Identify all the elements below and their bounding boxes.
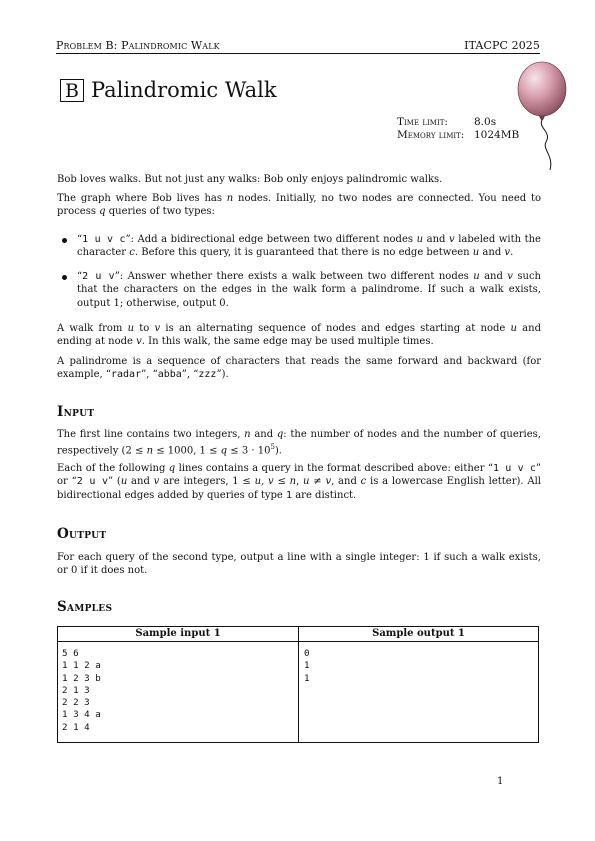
balloon-icon (512, 56, 578, 176)
page-number: 1 (497, 776, 504, 787)
sample-output-line: 0 (304, 648, 310, 659)
sample-output-block (304, 648, 310, 685)
output-paragraph: For each query of the second type, output a line with a single integer: 1 if such a walk exists, or 0 if it does not. (57, 552, 541, 577)
sample-input-line: 1 1 2 a (62, 660, 101, 672)
query-type-1-item: “1 u v c”: Add a bidirectional edge between two different nodes u and v labeled with the character c. Before this query, it is guaranteed that there is no edge between u and v. (77, 233, 541, 260)
output-heading: Output (57, 526, 107, 542)
time-limit-value: 8.0s (474, 116, 497, 128)
time-limit-label: Time limit: (397, 116, 448, 128)
bullet-icon (62, 238, 67, 243)
problem-title (60, 76, 277, 104)
sample-input-line: 1 3 4 a (62, 709, 101, 721)
problem-letter-box: B (60, 79, 84, 102)
memory-limit-value: 1024MB (474, 128, 520, 141)
sample-output-line: 1 (304, 660, 310, 672)
samples-heading: Samples (57, 599, 113, 615)
sample-input-block (62, 648, 101, 734)
sample-input-line: 2 1 4 (62, 721, 90, 733)
sample-input-line: 2 2 3 (62, 697, 90, 709)
statement-paragraph-1: Bob loves walks. But not just any walks: Bob only enjoys palindromic walks. (57, 174, 443, 185)
memory-limit-label: Memory limit: (397, 128, 465, 141)
input-heading: Input (57, 404, 95, 420)
bullet-icon (62, 275, 67, 280)
problem-title-text: Palindromic Walk (90, 78, 277, 102)
sample-input-line: 1 2 3 b (62, 672, 101, 684)
sample-output-line: 1 (304, 672, 310, 684)
input-paragraph-2: Each of the following q lines contains a query in the format described above: either “1 u v c” or “2 u v” (u and v are integers, 1 ≤ u, v ≤ n, u ≠ v, and c is a lowercase English letter). All bidirectional edges added by queries of type 1 are distinct. (57, 463, 541, 501)
table-column-divider (298, 627, 299, 742)
sample-input-header: Sample input 1 (135, 628, 221, 639)
query-type-2-item: “2 u v”: Answer whether there exists a walk between two different nodes u and v such that the characters on the edges in the walk form a palindrome. If such a walk exists, output 1; otherwise, output 0. (77, 270, 541, 310)
table-header-rule (58, 641, 538, 642)
statement-paragraph-2: The graph where Bob lives has n nodes. Initially, no two nodes are connected. You need to process q queries of two types: (57, 193, 542, 218)
running-header (56, 38, 540, 54)
sample-output-header: Sample output 1 (372, 628, 465, 639)
header-problem-name: Problem B: Palindromic Walk (56, 39, 220, 52)
sample-input-line: 5 6 (62, 648, 79, 659)
limits-block (397, 116, 519, 141)
sample-table (57, 626, 539, 743)
header-contest-name: ITACPC 2025 (464, 39, 540, 52)
statement-paragraph-4: A palindrome is a sequence of characters that reads the same forward and backward (for example, “radar”, “abba”, “zzz”). (57, 356, 541, 381)
statement-paragraph-3: A walk from u to v is an alternating sequence of nodes and edges starting at node u and ending at node v. In this walk, the same edge may be used multiple times. (57, 323, 541, 348)
input-paragraph-1: The first line contains two integers, n and q: the number of nodes and the number of queries, respectively (2 ≤ n ≤ 1000, $1 \le q \le 3 \cdot 10^5$). (57, 429, 541, 457)
sample-input-line: 2 1 3 (62, 684, 90, 696)
header-rule (56, 53, 540, 54)
